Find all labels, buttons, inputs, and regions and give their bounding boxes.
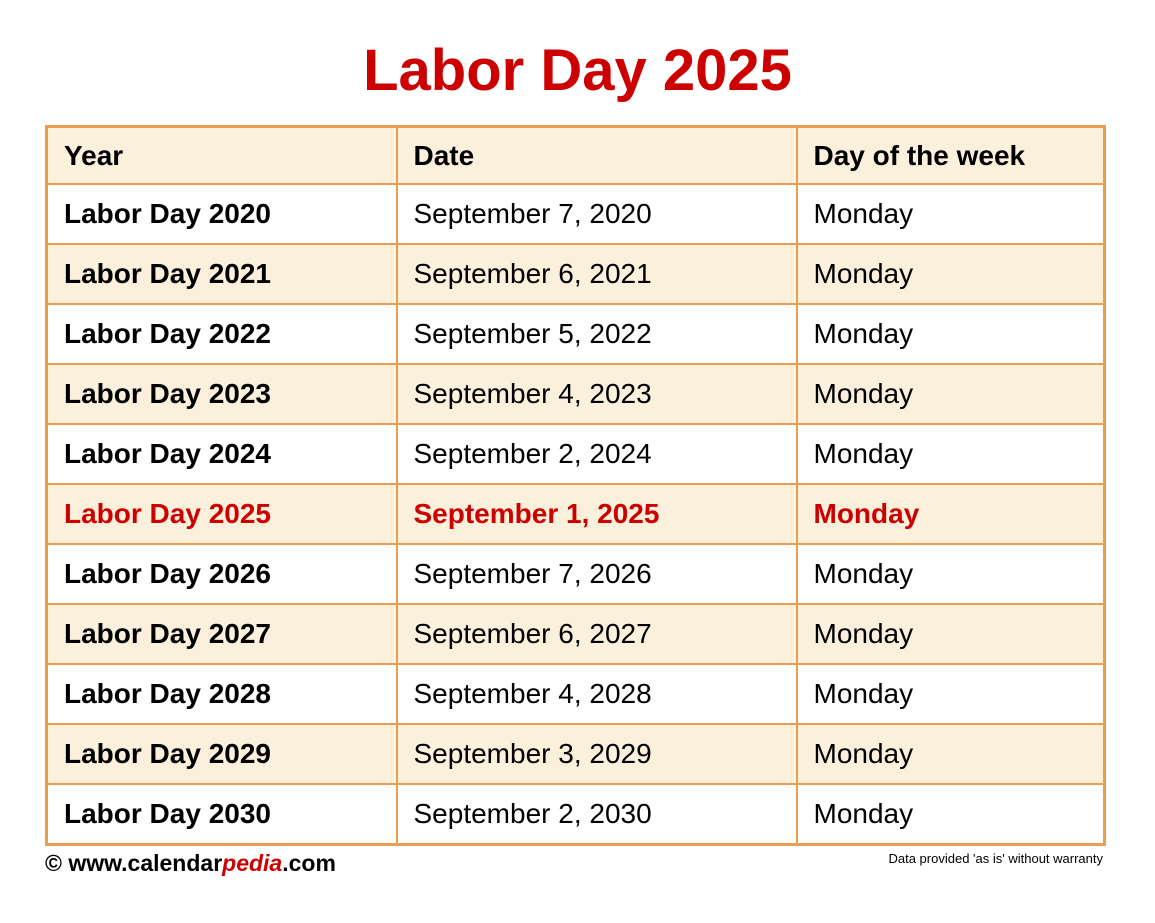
table-row — [47, 184, 1105, 244]
year-cell: Labor Day 2027 — [47, 604, 397, 664]
year-cell: Labor Day 2026 — [47, 544, 397, 604]
day-cell: Monday — [797, 244, 1105, 304]
date-cell: September 6, 2027 — [397, 604, 797, 664]
table-row — [47, 484, 1105, 544]
date-cell: September 3, 2029 — [397, 724, 797, 784]
table-row — [47, 784, 1105, 845]
column-header-date: Date — [397, 127, 797, 185]
labor-day-table — [45, 125, 1106, 846]
table-row — [47, 544, 1105, 604]
date-cell: September 2, 2030 — [397, 784, 797, 845]
date-cell: September 4, 2023 — [397, 364, 797, 424]
day-cell: Monday — [797, 364, 1105, 424]
copyright-prefix: © www.calendar — [45, 850, 223, 876]
year-cell: Labor Day 2029 — [47, 724, 397, 784]
day-cell: Monday — [797, 424, 1105, 484]
year-cell: Labor Day 2024 — [47, 424, 397, 484]
table-row — [47, 244, 1105, 304]
day-cell: Monday — [797, 604, 1105, 664]
date-cell: September 1, 2025 — [397, 484, 797, 544]
table-row — [47, 604, 1105, 664]
year-cell: Labor Day 2030 — [47, 784, 397, 845]
table-row — [47, 304, 1105, 364]
day-cell: Monday — [797, 304, 1105, 364]
date-cell: September 7, 2020 — [397, 184, 797, 244]
disclaimer-text: Data provided 'as is' without warranty — [888, 851, 1103, 866]
table-row — [47, 424, 1105, 484]
date-cell: September 5, 2022 — [397, 304, 797, 364]
date-cell: September 4, 2028 — [397, 664, 797, 724]
table-row — [47, 664, 1105, 724]
date-cell: September 6, 2021 — [397, 244, 797, 304]
column-header-day-of-week: Day of the week — [797, 127, 1105, 185]
day-cell: Monday — [797, 664, 1105, 724]
day-cell: Monday — [797, 544, 1105, 604]
date-cell: September 7, 2026 — [397, 544, 797, 604]
year-cell: Labor Day 2025 — [47, 484, 397, 544]
footer — [45, 849, 1103, 877]
table-body — [47, 184, 1105, 845]
header-row — [47, 127, 1105, 185]
year-cell: Labor Day 2023 — [47, 364, 397, 424]
year-cell: Labor Day 2028 — [47, 664, 397, 724]
day-cell: Monday — [797, 784, 1105, 845]
day-cell: Monday — [797, 184, 1105, 244]
date-cell: September 2, 2024 — [397, 424, 797, 484]
calendarpedia-link[interactable] — [45, 849, 336, 877]
year-cell: Labor Day 2020 — [47, 184, 397, 244]
table-row — [47, 724, 1105, 784]
copyright-brand: pedia — [222, 850, 283, 876]
table-row — [47, 364, 1105, 424]
day-cell: Monday — [797, 484, 1105, 544]
year-cell: Labor Day 2022 — [47, 304, 397, 364]
column-header-year: Year — [47, 127, 397, 185]
page-title: Labor Day 2025 — [363, 38, 792, 103]
table-header — [47, 127, 1105, 185]
day-cell: Monday — [797, 724, 1105, 784]
copyright-suffix: .com — [282, 850, 336, 876]
year-cell: Labor Day 2021 — [47, 244, 397, 304]
